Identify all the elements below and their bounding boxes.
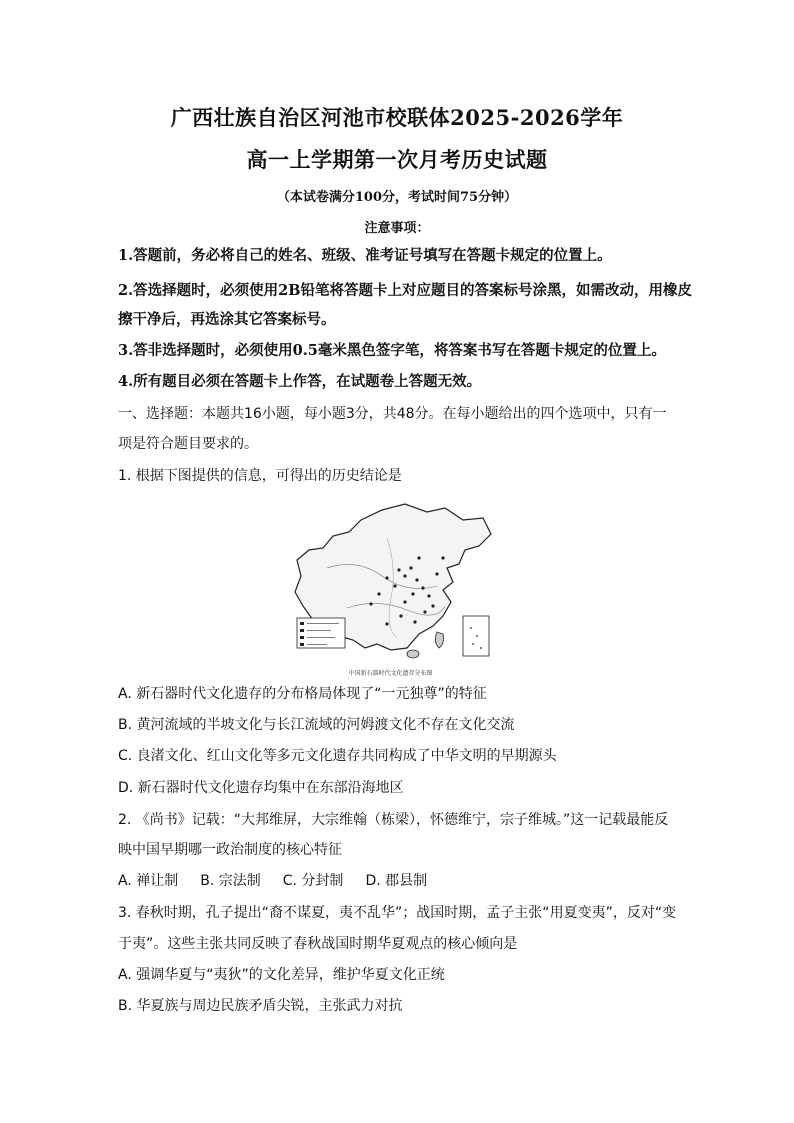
q3-option-b: B. 华夏族与周边民族矛盾尖锐，主张武力对抗 (118, 998, 403, 1014)
q1-option-b: B. 黄河流域的半坡文化与长江流域的河姆渡文化不存在文化交流 (118, 717, 515, 733)
notice-heading: 注意事项： (364, 221, 430, 236)
q1-option-c: C. 良渚文化、红山文化等多元文化遗存共同构成了中华文明的早期源头 (118, 748, 557, 764)
q3-stem-b: 于夷”。这些主张共同反映了春秋战国时期华夏观点的核心倾向是 (118, 936, 518, 952)
section-intro-b: 项是符合题目要求的。 (118, 436, 258, 452)
q3-stem-a: 3. 春秋时期，孔子提出“裔不谋夏，夷不乱华”；战国时期，孟子主张“用夏变夷”，反对“变 (118, 905, 677, 921)
q1-option-d: D. 新石器时代文化遗存均集中在东部沿海地区 (118, 780, 404, 796)
china-map-icon (287, 498, 494, 668)
neolithic-map-image (287, 498, 494, 675)
section-intro-a: 一、选择题：本题共16小题，每小题3分，共48分。在每小题给出的四个选项中，只有一 (118, 406, 667, 422)
exam-title-line1: 广西壮族自治区河池市校联体2025-2026学年 (170, 105, 624, 130)
notice-item-2a: 2.答选择题时，必须使用2B铅笔将答题卡上对应题目的答案标号涂黑，如需改动，用橡皮 (118, 282, 692, 299)
q1-option-a: A. 新石器时代文化遗存的分布格局体现了“一元独尊”的特征 (118, 686, 487, 702)
map-caption: 中国新石器时代文化遗存分布图 (348, 670, 433, 677)
notice-item-2b: 擦干净后，再选涂其它答案标号。 (118, 311, 336, 328)
notice-item-4: 4.所有题目必须在答题卡上作答，在试题卷上答题无效。 (118, 373, 482, 390)
notice-item-3: 3.答非选择题时，必须使用0.5毫米黑色签字笔，将答案书写在答题卡规定的位置上。 (118, 342, 666, 359)
q2-option-d: D. 郡县制 (365, 873, 428, 889)
q2-stem-b: 映中国早期哪一政治制度的核心特征 (118, 842, 342, 858)
q2-option-a: A. 禅让制 (118, 873, 179, 889)
q3-option-a: A. 强调华夏与“夷狄”的文化差异，维护华夏文化正统 (118, 967, 445, 983)
q2-stem-a: 2. 《尚书》记载：“大邦维屏，大宗维翰（栋梁），怀德维宁，宗子维城。”这一记载最能反 (118, 812, 669, 828)
exam-title-line2: 高一上学期第一次月考历史试题 (246, 147, 548, 172)
q2-option-b: B. 宗法制 (200, 873, 261, 889)
q2-options (118, 871, 678, 891)
notice-item-1: 1.答题前，务必将自己的姓名、班级、准考证号填写在答题卡规定的位置上。 (118, 247, 612, 264)
q2-option-c: C. 分封制 (282, 873, 344, 889)
exam-subtitle: （本试卷满分100分，考试时间75分钟） (276, 190, 518, 205)
q1-stem: 1. 根据下图提供的信息，可得出的历史结论是 (118, 468, 402, 484)
